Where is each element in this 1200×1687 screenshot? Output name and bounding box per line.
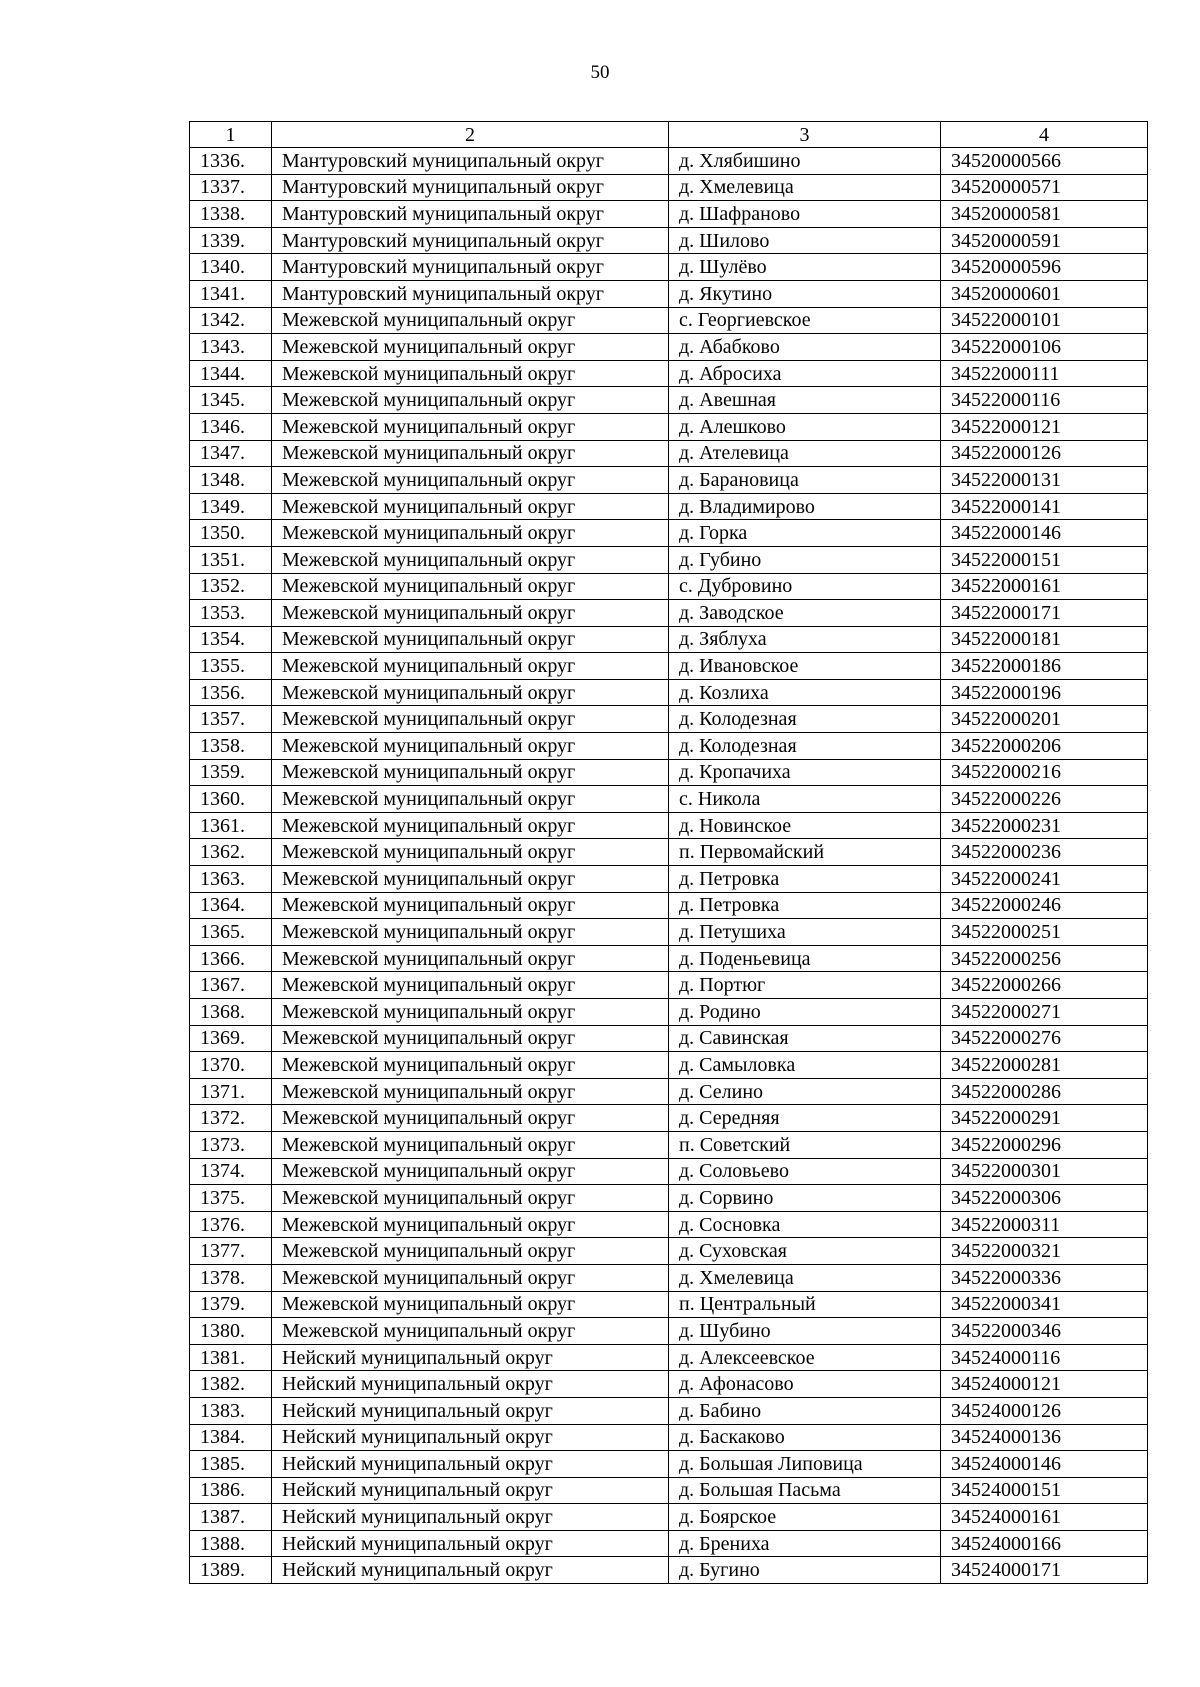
- table-row: [190, 387, 1148, 414]
- table-row: [190, 1078, 1148, 1105]
- code-cell: 34522000256: [941, 945, 1148, 972]
- district-cell: Межевской муниципальный округ: [272, 866, 669, 893]
- table-row: [190, 440, 1148, 467]
- settlement-cell: д. Ивановское: [669, 653, 941, 680]
- settlement-cell: с. Георгиевское: [669, 307, 941, 334]
- settlement-cell: д. Петровка: [669, 892, 941, 919]
- table-row: [190, 1557, 1148, 1584]
- district-cell: Межевской муниципальный округ: [272, 493, 669, 520]
- row-number-cell: 1336.: [190, 148, 272, 175]
- row-number-cell: 1387.: [190, 1504, 272, 1531]
- table-row: [190, 999, 1148, 1026]
- row-number-cell: 1371.: [190, 1078, 272, 1105]
- code-cell: 34520000591: [941, 227, 1148, 254]
- row-number-cell: 1364.: [190, 892, 272, 919]
- district-cell: Межевской муниципальный округ: [272, 1238, 669, 1265]
- code-cell: 34522000111: [941, 360, 1148, 387]
- table-row: [190, 626, 1148, 653]
- code-cell: 34522000121: [941, 413, 1148, 440]
- row-number-cell: 1342.: [190, 307, 272, 334]
- district-cell: Межевской муниципальный округ: [272, 573, 669, 600]
- district-cell: Межевской муниципальный округ: [272, 706, 669, 733]
- settlement-cell: д. Барановица: [669, 467, 941, 494]
- table-row: [190, 546, 1148, 573]
- table-row: [190, 1291, 1148, 1318]
- row-number-cell: 1369.: [190, 1025, 272, 1052]
- table-row: [190, 334, 1148, 361]
- code-cell: 34522000131: [941, 467, 1148, 494]
- row-number-cell: 1366.: [190, 945, 272, 972]
- code-cell: 34522000216: [941, 759, 1148, 786]
- table-row: [190, 945, 1148, 972]
- table-row: [190, 706, 1148, 733]
- settlement-cell: д. Колодезная: [669, 733, 941, 760]
- district-cell: Межевской муниципальный округ: [272, 467, 669, 494]
- table-row: [190, 201, 1148, 228]
- code-cell: 34522000226: [941, 786, 1148, 813]
- code-cell: 34522000311: [941, 1211, 1148, 1238]
- table-row: [190, 520, 1148, 547]
- row-number-cell: 1360.: [190, 786, 272, 813]
- settlement-cell: д. Горка: [669, 520, 941, 547]
- table-row: [190, 1318, 1148, 1345]
- settlement-cell: д. Хмелевица: [669, 1264, 941, 1291]
- row-number-cell: 1341.: [190, 280, 272, 307]
- code-cell: 34522000266: [941, 972, 1148, 999]
- row-number-cell: 1344.: [190, 360, 272, 387]
- table-row: [190, 467, 1148, 494]
- district-cell: Межевской муниципальный округ: [272, 360, 669, 387]
- row-number-cell: 1372.: [190, 1105, 272, 1132]
- district-cell: Межевской муниципальный округ: [272, 1052, 669, 1079]
- district-cell: Мантуровский муниципальный округ: [272, 174, 669, 201]
- code-cell: 34520000566: [941, 148, 1148, 175]
- code-cell: 34522000196: [941, 679, 1148, 706]
- code-cell: 34522000186: [941, 653, 1148, 680]
- row-number-cell: 1347.: [190, 440, 272, 467]
- district-cell: Межевской муниципальный округ: [272, 440, 669, 467]
- district-cell: Межевской муниципальный округ: [272, 653, 669, 680]
- table-row: [190, 733, 1148, 760]
- settlement-cell: д. Самыловка: [669, 1052, 941, 1079]
- table-row: [190, 280, 1148, 307]
- settlement-cell: д. Абабково: [669, 334, 941, 361]
- row-number-cell: 1378.: [190, 1264, 272, 1291]
- district-cell: Межевской муниципальный округ: [272, 334, 669, 361]
- district-cell: Межевской муниципальный округ: [272, 1185, 669, 1212]
- district-cell: Межевской муниципальный округ: [272, 413, 669, 440]
- district-cell: Нейский муниципальный округ: [272, 1397, 669, 1424]
- settlement-cell: д. Бабино: [669, 1397, 941, 1424]
- district-cell: Мантуровский муниципальный округ: [272, 280, 669, 307]
- district-cell: Мантуровский муниципальный округ: [272, 201, 669, 228]
- district-cell: Межевской муниципальный округ: [272, 999, 669, 1026]
- code-cell: 34522000116: [941, 387, 1148, 414]
- district-cell: Нейский муниципальный округ: [272, 1530, 669, 1557]
- row-number-cell: 1376.: [190, 1211, 272, 1238]
- district-cell: Межевской муниципальный округ: [272, 626, 669, 653]
- settlement-cell: д. Якутино: [669, 280, 941, 307]
- table-row: [190, 1530, 1148, 1557]
- code-cell: 34522000346: [941, 1318, 1148, 1345]
- district-cell: Межевской муниципальный округ: [272, 1291, 669, 1318]
- district-cell: Межевской муниципальный округ: [272, 1105, 669, 1132]
- code-cell: 34524000121: [941, 1371, 1148, 1398]
- settlement-cell: д. Зяблуха: [669, 626, 941, 653]
- table-row: [190, 1264, 1148, 1291]
- settlement-cell: д. Середняя: [669, 1105, 941, 1132]
- district-cell: Межевской муниципальный округ: [272, 786, 669, 813]
- settlement-cell: д. Хмелевица: [669, 174, 941, 201]
- table-row: [190, 1344, 1148, 1371]
- code-cell: 34520000571: [941, 174, 1148, 201]
- row-number-cell: 1346.: [190, 413, 272, 440]
- row-number-cell: 1380.: [190, 1318, 272, 1345]
- settlement-cell: д. Суховская: [669, 1238, 941, 1265]
- district-cell: Мантуровский муниципальный округ: [272, 148, 669, 175]
- code-cell: 34522000101: [941, 307, 1148, 334]
- code-cell: 34522000236: [941, 839, 1148, 866]
- settlement-cell: д. Абросиха: [669, 360, 941, 387]
- code-cell: 34524000116: [941, 1344, 1148, 1371]
- row-number-cell: 1339.: [190, 227, 272, 254]
- settlement-cell: д. Петровка: [669, 866, 941, 893]
- code-cell: 34522000301: [941, 1158, 1148, 1185]
- table-row: [190, 839, 1148, 866]
- row-number-cell: 1377.: [190, 1238, 272, 1265]
- settlements-table: [189, 121, 1148, 1584]
- code-cell: 34522000276: [941, 1025, 1148, 1052]
- code-cell: 34524000171: [941, 1557, 1148, 1584]
- code-cell: 34522000286: [941, 1078, 1148, 1105]
- row-number-cell: 1355.: [190, 653, 272, 680]
- row-number-cell: 1386.: [190, 1477, 272, 1504]
- settlement-cell: д. Алексеевское: [669, 1344, 941, 1371]
- code-cell: 34522000126: [941, 440, 1148, 467]
- district-cell: Нейский муниципальный округ: [272, 1451, 669, 1478]
- row-number-cell: 1353.: [190, 600, 272, 627]
- header-cell: 2: [272, 122, 669, 148]
- settlement-cell: д. Алешково: [669, 413, 941, 440]
- settlement-cell: д. Губино: [669, 546, 941, 573]
- row-number-cell: 1368.: [190, 999, 272, 1026]
- row-number-cell: 1374.: [190, 1158, 272, 1185]
- code-cell: 34522000336: [941, 1264, 1148, 1291]
- district-cell: Нейский муниципальный округ: [272, 1557, 669, 1584]
- table-row: [190, 254, 1148, 281]
- district-cell: Мантуровский муниципальный округ: [272, 254, 669, 281]
- district-cell: Межевской муниципальный округ: [272, 600, 669, 627]
- settlement-cell: д. Савинская: [669, 1025, 941, 1052]
- code-cell: 34524000151: [941, 1477, 1148, 1504]
- settlement-cell: д. Владимирово: [669, 493, 941, 520]
- header-cell: 3: [669, 122, 941, 148]
- district-cell: Межевской муниципальный округ: [272, 546, 669, 573]
- code-cell: 34522000271: [941, 999, 1148, 1026]
- table-row: [190, 227, 1148, 254]
- settlement-cell: п. Советский: [669, 1131, 941, 1158]
- settlement-cell: д. Портюг: [669, 972, 941, 999]
- table-row: [190, 653, 1148, 680]
- district-cell: Межевской муниципальный округ: [272, 945, 669, 972]
- table-row: [190, 1451, 1148, 1478]
- row-number-cell: 1337.: [190, 174, 272, 201]
- code-cell: 34522000171: [941, 600, 1148, 627]
- code-cell: 34522000106: [941, 334, 1148, 361]
- row-number-cell: 1352.: [190, 573, 272, 600]
- header-cell: 4: [941, 122, 1148, 148]
- table-row: [190, 866, 1148, 893]
- row-number-cell: 1338.: [190, 201, 272, 228]
- district-cell: Межевской муниципальный округ: [272, 1264, 669, 1291]
- settlement-cell: д. Сорвино: [669, 1185, 941, 1212]
- settlement-cell: д. Поденьевица: [669, 945, 941, 972]
- settlement-cell: д. Соловьево: [669, 1158, 941, 1185]
- code-cell: 34522000161: [941, 573, 1148, 600]
- district-cell: Нейский муниципальный округ: [272, 1344, 669, 1371]
- code-cell: 34520000601: [941, 280, 1148, 307]
- row-number-cell: 1349.: [190, 493, 272, 520]
- district-cell: Нейский муниципальный округ: [272, 1477, 669, 1504]
- district-cell: Нейский муниципальный округ: [272, 1371, 669, 1398]
- district-cell: Межевской муниципальный округ: [272, 972, 669, 999]
- settlement-cell: д. Колодезная: [669, 706, 941, 733]
- district-cell: Межевской муниципальный округ: [272, 307, 669, 334]
- row-number-cell: 1354.: [190, 626, 272, 653]
- table-row: [190, 573, 1148, 600]
- district-cell: Нейский муниципальный округ: [272, 1424, 669, 1451]
- code-cell: 34524000161: [941, 1504, 1148, 1531]
- settlement-cell: д. Бугино: [669, 1557, 941, 1584]
- table-row: [190, 1025, 1148, 1052]
- district-cell: Межевской муниципальный округ: [272, 812, 669, 839]
- table-row: [190, 1397, 1148, 1424]
- code-cell: 34522000291: [941, 1105, 1148, 1132]
- row-number-cell: 1359.: [190, 759, 272, 786]
- code-cell: 34522000321: [941, 1238, 1148, 1265]
- settlement-cell: с. Никола: [669, 786, 941, 813]
- row-number-cell: 1351.: [190, 546, 272, 573]
- settlement-cell: д. Баскаково: [669, 1424, 941, 1451]
- row-number-cell: 1340.: [190, 254, 272, 281]
- table-row: [190, 892, 1148, 919]
- table-header-row: [190, 122, 1148, 148]
- district-cell: Межевской муниципальный округ: [272, 839, 669, 866]
- district-cell: Межевской муниципальный округ: [272, 520, 669, 547]
- district-cell: Межевской муниципальный округ: [272, 1211, 669, 1238]
- table-row: [190, 1424, 1148, 1451]
- row-number-cell: 1388.: [190, 1530, 272, 1557]
- settlement-cell: д. Хлябишино: [669, 148, 941, 175]
- settlement-cell: д. Петушиха: [669, 919, 941, 946]
- table-row: [190, 1131, 1148, 1158]
- code-cell: 34522000306: [941, 1185, 1148, 1212]
- code-cell: 34520000581: [941, 201, 1148, 228]
- table-row: [190, 679, 1148, 706]
- row-number-cell: 1375.: [190, 1185, 272, 1212]
- settlement-cell: д. Афонасово: [669, 1371, 941, 1398]
- row-number-cell: 1357.: [190, 706, 272, 733]
- district-cell: Межевской муниципальный округ: [272, 733, 669, 760]
- row-number-cell: 1361.: [190, 812, 272, 839]
- table-row: [190, 1158, 1148, 1185]
- row-number-cell: 1381.: [190, 1344, 272, 1371]
- code-cell: 34522000231: [941, 812, 1148, 839]
- settlement-cell: д. Шилово: [669, 227, 941, 254]
- district-cell: Межевской муниципальный округ: [272, 387, 669, 414]
- settlement-cell: д. Шафраново: [669, 201, 941, 228]
- district-cell: Межевской муниципальный округ: [272, 1318, 669, 1345]
- row-number-cell: 1358.: [190, 733, 272, 760]
- table-row: [190, 600, 1148, 627]
- district-cell: Межевской муниципальный округ: [272, 1025, 669, 1052]
- settlement-cell: д. Заводское: [669, 600, 941, 627]
- code-cell: 34524000166: [941, 1530, 1148, 1557]
- settlement-cell: д. Шулёво: [669, 254, 941, 281]
- table-row: [190, 972, 1148, 999]
- page-number: 50: [590, 62, 610, 83]
- district-cell: Нейский муниципальный округ: [272, 1504, 669, 1531]
- row-number-cell: 1343.: [190, 334, 272, 361]
- settlement-cell: д. Селино: [669, 1078, 941, 1105]
- table-row: [190, 812, 1148, 839]
- table-row: [190, 148, 1148, 175]
- district-cell: Межевской муниципальный округ: [272, 919, 669, 946]
- district-cell: Мантуровский муниципальный округ: [272, 227, 669, 254]
- settlement-cell: д. Боярское: [669, 1504, 941, 1531]
- row-number-cell: 1365.: [190, 919, 272, 946]
- header-cell: 1: [190, 122, 272, 148]
- settlement-cell: д. Брениха: [669, 1530, 941, 1557]
- table-row: [190, 1504, 1148, 1531]
- code-cell: 34524000136: [941, 1424, 1148, 1451]
- table-row: [190, 1185, 1148, 1212]
- row-number-cell: 1350.: [190, 520, 272, 547]
- table-row: [190, 919, 1148, 946]
- code-cell: 34522000206: [941, 733, 1148, 760]
- settlement-cell: д. Шубино: [669, 1318, 941, 1345]
- district-cell: Межевской муниципальный округ: [272, 892, 669, 919]
- settlement-cell: с. Дубровино: [669, 573, 941, 600]
- row-number-cell: 1348.: [190, 467, 272, 494]
- table-row: [190, 759, 1148, 786]
- row-number-cell: 1345.: [190, 387, 272, 414]
- table-row: [190, 1371, 1148, 1398]
- code-cell: 34524000146: [941, 1451, 1148, 1478]
- district-cell: Межевской муниципальный округ: [272, 679, 669, 706]
- row-number-cell: 1367.: [190, 972, 272, 999]
- row-number-cell: 1356.: [190, 679, 272, 706]
- district-cell: Межевской муниципальный округ: [272, 1158, 669, 1185]
- code-cell: 34522000341: [941, 1291, 1148, 1318]
- settlement-cell: п. Центральный: [669, 1291, 941, 1318]
- code-cell: 34522000141: [941, 493, 1148, 520]
- code-cell: 34522000146: [941, 520, 1148, 547]
- settlement-cell: д. Родино: [669, 999, 941, 1026]
- row-number-cell: 1370.: [190, 1052, 272, 1079]
- table-row: [190, 360, 1148, 387]
- settlement-cell: д. Кропачиха: [669, 759, 941, 786]
- settlement-cell: д. Большая Пасьма: [669, 1477, 941, 1504]
- code-cell: 34522000241: [941, 866, 1148, 893]
- code-cell: 34520000596: [941, 254, 1148, 281]
- table-row: [190, 1211, 1148, 1238]
- row-number-cell: 1379.: [190, 1291, 272, 1318]
- settlement-cell: д. Ателевица: [669, 440, 941, 467]
- code-cell: 34522000296: [941, 1131, 1148, 1158]
- settlement-cell: п. Первомайский: [669, 839, 941, 866]
- district-cell: Межевской муниципальный округ: [272, 1131, 669, 1158]
- code-cell: 34522000251: [941, 919, 1148, 946]
- row-number-cell: 1362.: [190, 839, 272, 866]
- code-cell: 34522000246: [941, 892, 1148, 919]
- table-body: [190, 122, 1148, 1584]
- code-cell: 34522000201: [941, 706, 1148, 733]
- district-cell: Межевской муниципальный округ: [272, 1078, 669, 1105]
- code-cell: 34522000181: [941, 626, 1148, 653]
- settlement-cell: д. Большая Липовица: [669, 1451, 941, 1478]
- table-row: [190, 307, 1148, 334]
- table-row: [190, 1238, 1148, 1265]
- district-cell: Межевской муниципальный округ: [272, 759, 669, 786]
- row-number-cell: 1384.: [190, 1424, 272, 1451]
- settlement-cell: д. Козлиха: [669, 679, 941, 706]
- table-row: [190, 1477, 1148, 1504]
- table-row: [190, 1105, 1148, 1132]
- table-row: [190, 786, 1148, 813]
- table-row: [190, 174, 1148, 201]
- code-cell: 34524000126: [941, 1397, 1148, 1424]
- code-cell: 34522000151: [941, 546, 1148, 573]
- row-number-cell: 1382.: [190, 1371, 272, 1398]
- settlement-cell: д. Авешная: [669, 387, 941, 414]
- row-number-cell: 1389.: [190, 1557, 272, 1584]
- row-number-cell: 1385.: [190, 1451, 272, 1478]
- table-row: [190, 1052, 1148, 1079]
- table-row: [190, 413, 1148, 440]
- settlement-cell: д. Сосновка: [669, 1211, 941, 1238]
- code-cell: 34522000281: [941, 1052, 1148, 1079]
- table-row: [190, 493, 1148, 520]
- row-number-cell: 1373.: [190, 1131, 272, 1158]
- row-number-cell: 1383.: [190, 1397, 272, 1424]
- row-number-cell: 1363.: [190, 866, 272, 893]
- settlement-cell: д. Новинское: [669, 812, 941, 839]
